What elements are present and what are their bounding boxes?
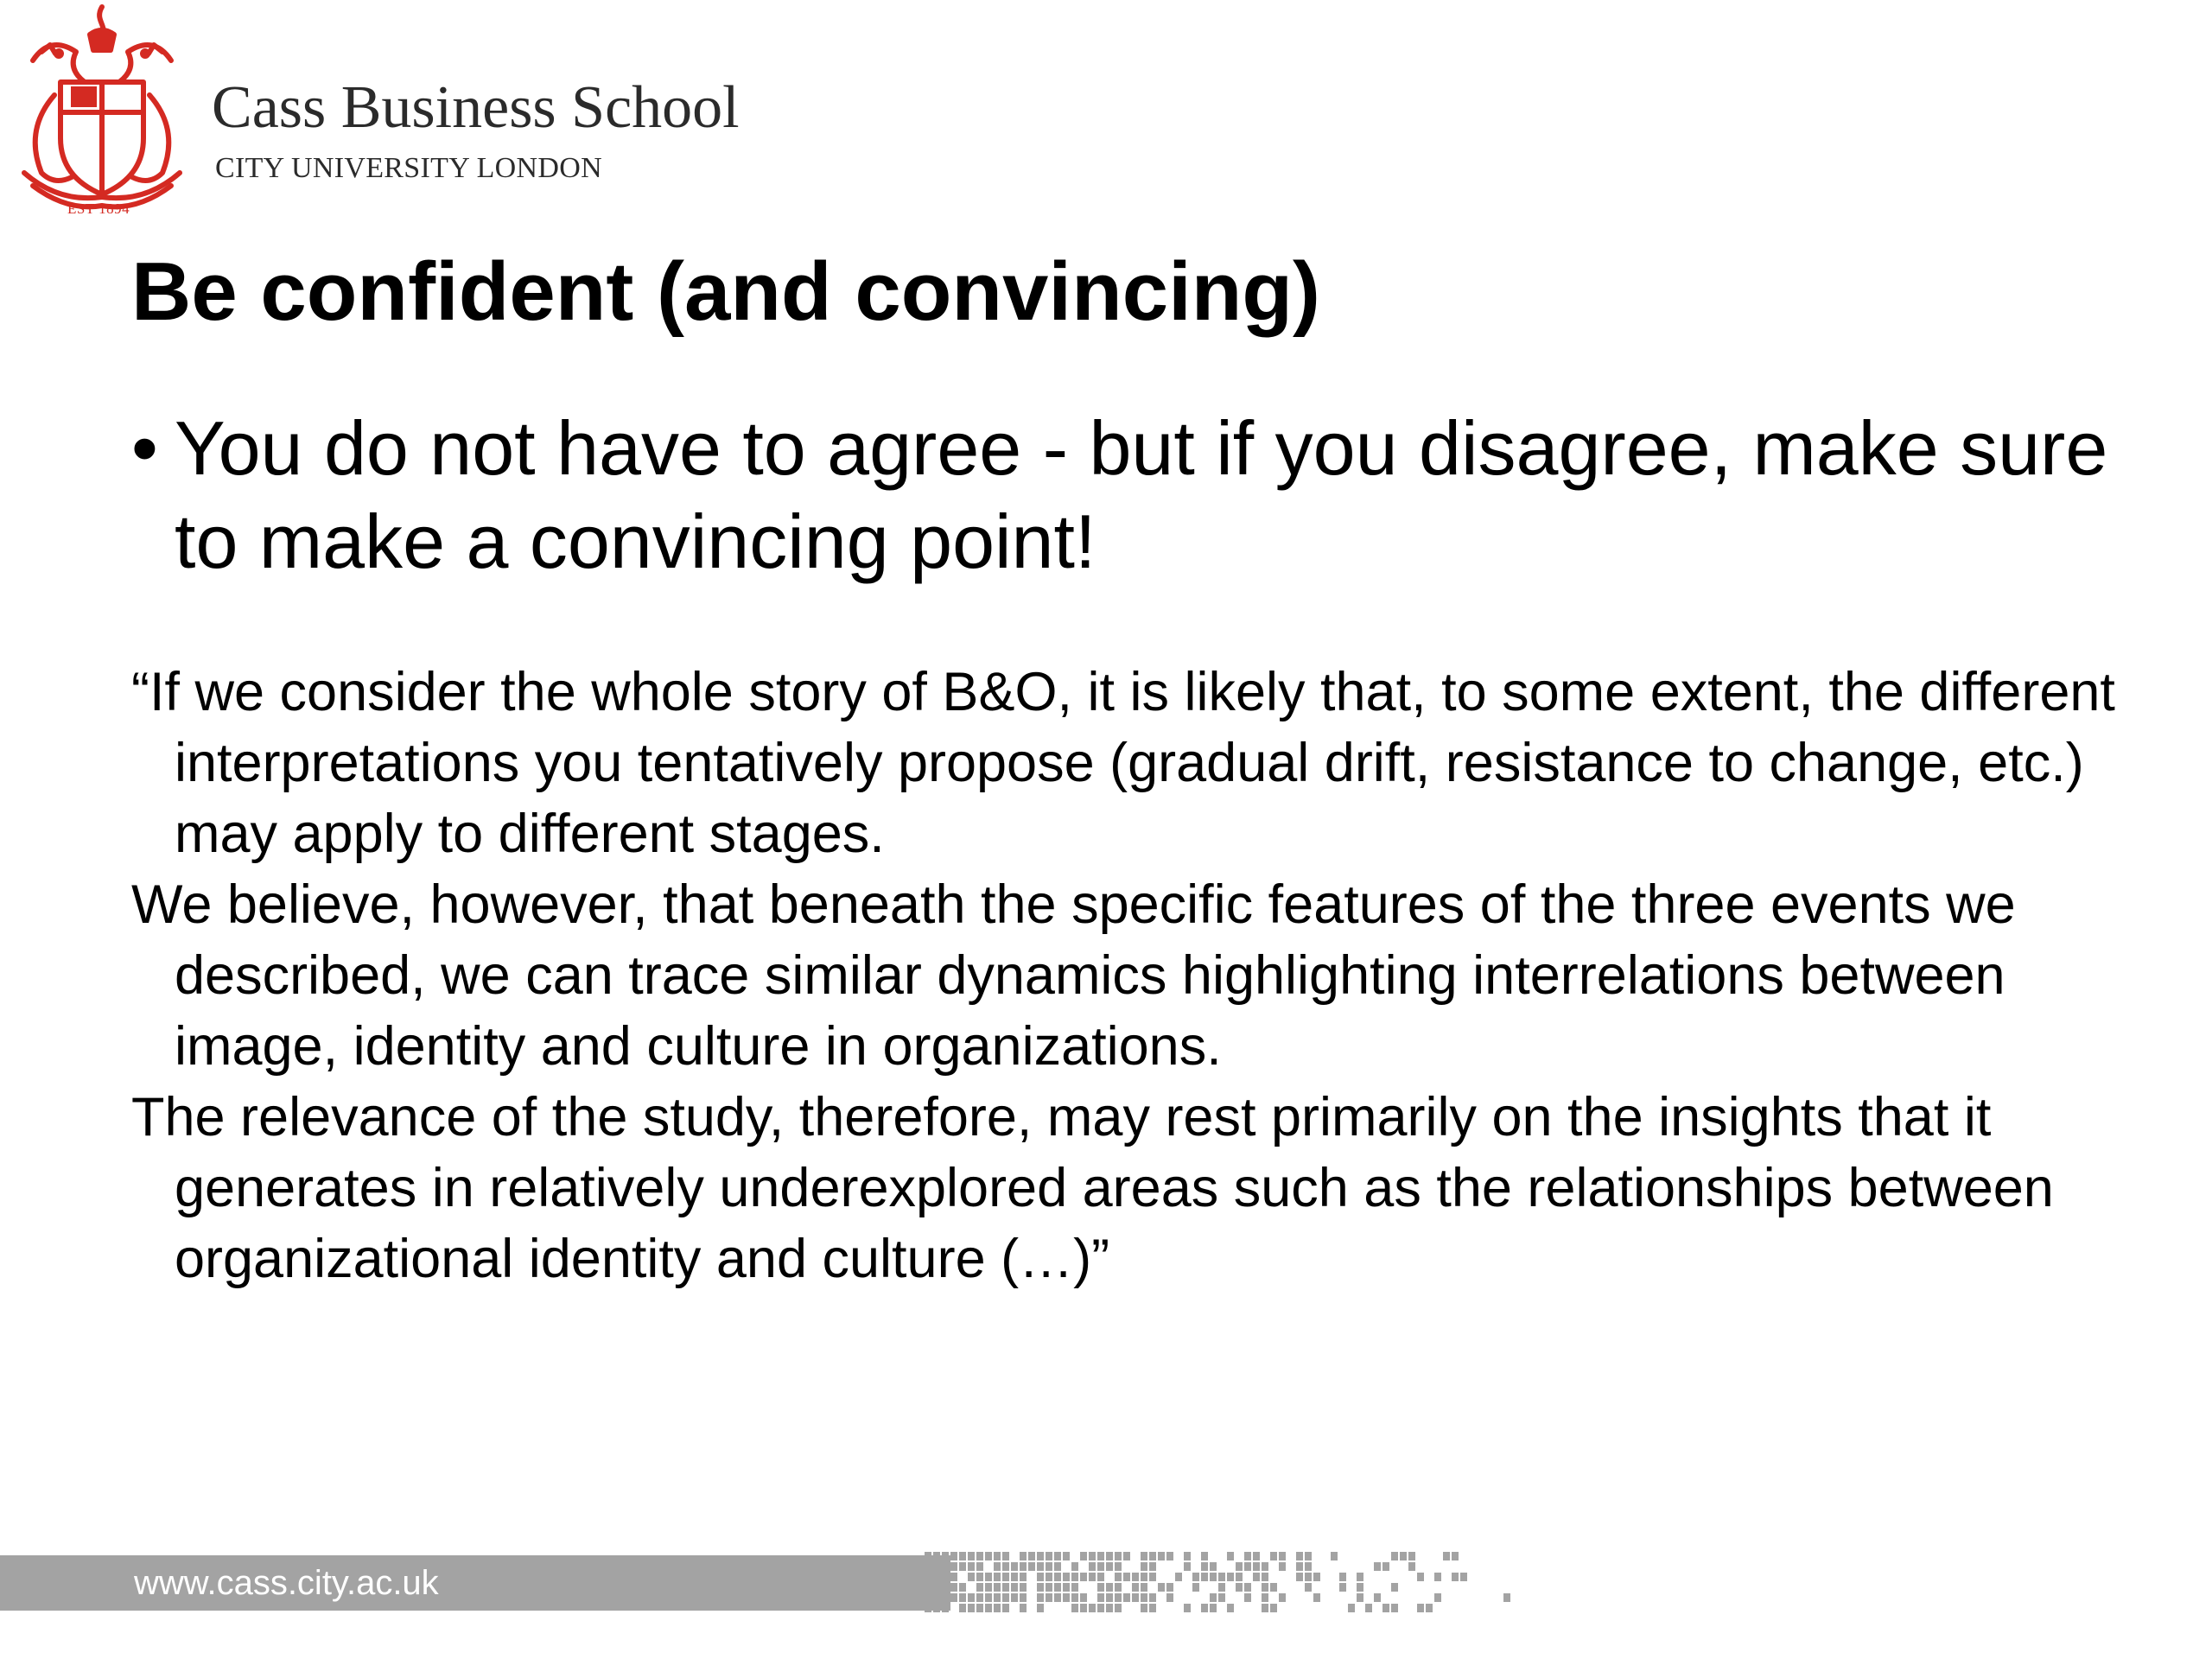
pattern-pixel (1158, 1552, 1165, 1560)
university-name: CITY UNIVERSITY LONDON (215, 152, 602, 184)
pattern-pixel (1417, 1573, 1424, 1581)
pattern-pixel (1175, 1573, 1182, 1581)
pattern-pixel (1270, 1604, 1277, 1612)
bullet-text: You do not have to agree - but if you disagree, make sure to make a convincing point! (175, 405, 2108, 584)
pattern-pixel (959, 1552, 966, 1560)
pattern-pixel (976, 1583, 983, 1592)
pattern-pixel (942, 1573, 949, 1581)
pattern-pixel (1201, 1573, 1208, 1581)
pattern-pixel (1374, 1593, 1381, 1602)
pattern-pixel (968, 1552, 975, 1560)
pattern-pixel (942, 1583, 949, 1592)
pattern-pixel (1097, 1593, 1104, 1602)
pattern-pixel (1391, 1604, 1398, 1612)
pattern-pixel (1426, 1604, 1433, 1612)
pattern-pixel (1037, 1604, 1044, 1612)
pattern-pixel (1002, 1604, 1009, 1612)
pattern-pixel (1149, 1562, 1156, 1571)
pattern-pixel (1141, 1593, 1147, 1602)
pattern-pixel (950, 1593, 957, 1602)
pattern-pixel (1046, 1552, 1052, 1560)
pattern-pixel (942, 1562, 949, 1571)
bullet-item (131, 402, 2119, 588)
pattern-pixel (1132, 1583, 1139, 1592)
pattern-pixel (1037, 1552, 1044, 1560)
pattern-pixel (1227, 1604, 1234, 1612)
pattern-pixel (1305, 1562, 1312, 1571)
pattern-pixel (1141, 1583, 1147, 1592)
pattern-pixel (1184, 1562, 1191, 1571)
pattern-pixel (1046, 1562, 1052, 1571)
pattern-pixel (1106, 1552, 1113, 1560)
pattern-pixel (1357, 1573, 1363, 1581)
pattern-pixel (1054, 1583, 1061, 1592)
pattern-pixel (994, 1604, 1001, 1612)
pattern-pixel (1279, 1552, 1286, 1560)
pattern-pixel (933, 1573, 940, 1581)
pattern-pixel (1184, 1552, 1191, 1560)
pattern-pixel (1106, 1562, 1113, 1571)
pattern-pixel (1080, 1573, 1087, 1581)
pattern-pixel (1054, 1593, 1061, 1602)
pattern-pixel (1331, 1552, 1338, 1560)
pattern-pixel (1218, 1593, 1225, 1602)
pattern-pixel (985, 1604, 992, 1612)
pattern-pixel (933, 1552, 940, 1560)
crest-icon (7, 0, 197, 225)
footer-url: www.cass.city.ac.uk (134, 1564, 439, 1602)
pattern-pixel (1028, 1552, 1035, 1560)
pattern-pixel (1400, 1552, 1407, 1560)
pattern-pixel (1296, 1573, 1303, 1581)
pattern-pixel (968, 1573, 975, 1581)
pattern-pixel (1253, 1573, 1260, 1581)
pattern-pixel (1374, 1562, 1381, 1571)
pattern-pixel (925, 1573, 931, 1581)
pattern-pixel (925, 1593, 931, 1602)
bullet-icon: • (131, 405, 158, 491)
pattern-pixel (1348, 1604, 1355, 1612)
pattern-pixel (1149, 1593, 1156, 1602)
pattern-pixel (1305, 1552, 1312, 1560)
pattern-pixel (1296, 1562, 1303, 1571)
pattern-pixel (1244, 1552, 1251, 1560)
pattern-pixel (1391, 1552, 1398, 1560)
pattern-pixel (1244, 1562, 1251, 1571)
pattern-pixel (1097, 1573, 1104, 1581)
pattern-pixel (1141, 1604, 1147, 1612)
pattern-pixel (1158, 1583, 1165, 1592)
pattern-pixel (1037, 1583, 1044, 1592)
pattern-pixel (1106, 1593, 1113, 1602)
pattern-pixel (994, 1552, 1001, 1560)
pattern-pixel (976, 1552, 983, 1560)
pattern-pixel (1115, 1604, 1122, 1612)
school-name: Cass Business School (212, 74, 740, 141)
pattern-pixel (942, 1552, 949, 1560)
pattern-pixel (1002, 1593, 1009, 1602)
pattern-pixel (1210, 1604, 1217, 1612)
pattern-pixel (1305, 1583, 1312, 1592)
pattern-pixel (1236, 1583, 1243, 1592)
pattern-pixel (968, 1604, 975, 1612)
pattern-pixel (1080, 1604, 1087, 1612)
pattern-pixel (1063, 1593, 1070, 1602)
pattern-pixel (1020, 1593, 1027, 1602)
pattern-pixel (1503, 1593, 1510, 1602)
quote-paragraph: We believe, however, that beneath the specific features of the three events we described, we can trace similar dynamics highlighting interrelations between image, identity and culture in organizations. (131, 874, 2016, 1077)
pattern-pixel (959, 1604, 966, 1612)
pattern-pixel (1201, 1552, 1208, 1560)
pattern-pixel (1417, 1604, 1424, 1612)
pattern-pixel (1071, 1562, 1078, 1571)
pattern-pixel (1028, 1562, 1035, 1571)
pattern-pixel (1262, 1593, 1268, 1602)
quote-block (131, 657, 2119, 1294)
pattern-pixel (1141, 1573, 1147, 1581)
pattern-pixel (1106, 1604, 1113, 1612)
pattern-pixel (994, 1593, 1001, 1602)
pattern-pixel (1115, 1583, 1122, 1592)
pattern-pixel (1313, 1573, 1320, 1581)
pattern-pixel (1166, 1583, 1173, 1592)
pattern-pixel (1037, 1573, 1044, 1581)
pattern-pixel (925, 1583, 931, 1592)
pattern-pixel (1115, 1573, 1122, 1581)
pattern-pixel (933, 1583, 940, 1592)
pattern-pixel (1460, 1573, 1467, 1581)
pattern-pixel (942, 1604, 949, 1612)
pattern-pixel (1149, 1604, 1156, 1612)
pattern-pixel (1382, 1562, 1389, 1571)
pattern-pixel (1097, 1604, 1104, 1612)
pattern-pixel (1270, 1552, 1277, 1560)
pattern-pixel (1020, 1583, 1027, 1592)
pattern-pixel (1063, 1583, 1070, 1592)
pattern-pixel (1020, 1552, 1027, 1560)
pattern-pixel (1011, 1562, 1018, 1571)
pattern-pixel (1149, 1552, 1156, 1560)
pattern-pixel (968, 1593, 975, 1602)
pattern-pixel (1434, 1593, 1441, 1602)
pattern-pixel (985, 1583, 992, 1592)
pattern-pixel (1063, 1573, 1070, 1581)
pattern-pixel (994, 1583, 1001, 1592)
pattern-pixel (1279, 1593, 1286, 1602)
pattern-pixel (1054, 1573, 1061, 1581)
pattern-pixel (1262, 1562, 1268, 1571)
pattern-pixel (1227, 1573, 1234, 1581)
pattern-pixel (959, 1583, 966, 1592)
pattern-pixel (1452, 1573, 1459, 1581)
pattern-pixel (1262, 1583, 1268, 1592)
pixel-pattern-icon (925, 1552, 1529, 1614)
pattern-pixel (1244, 1583, 1251, 1592)
pattern-pixel (1253, 1552, 1260, 1560)
pattern-pixel (1080, 1593, 1087, 1602)
pattern-pixel (1097, 1583, 1104, 1592)
pattern-pixel (1210, 1573, 1217, 1581)
pattern-pixel (1357, 1593, 1363, 1602)
pattern-pixel (1305, 1573, 1312, 1581)
pattern-pixel (1089, 1573, 1096, 1581)
pattern-pixel (1071, 1604, 1078, 1612)
pattern-pixel (1218, 1583, 1225, 1592)
pattern-pixel (1002, 1583, 1009, 1592)
pattern-pixel (950, 1552, 957, 1560)
pattern-pixel (950, 1573, 957, 1581)
pattern-pixel (1123, 1552, 1130, 1560)
pattern-pixel (1115, 1593, 1122, 1602)
pattern-pixel (1192, 1573, 1199, 1581)
pattern-pixel (1262, 1604, 1268, 1612)
pattern-pixel (1046, 1593, 1052, 1602)
pattern-pixel (950, 1562, 957, 1571)
pattern-pixel (1002, 1573, 1009, 1581)
slide-title: Be confident (and convincing) (131, 245, 1321, 338)
pattern-pixel (925, 1562, 931, 1571)
pattern-pixel (1244, 1593, 1251, 1602)
pattern-pixel (1253, 1562, 1260, 1571)
logo-established: EST 1894 (67, 200, 130, 217)
pattern-pixel (1227, 1552, 1234, 1560)
pattern-pixel (1313, 1593, 1320, 1602)
pattern-pixel (1071, 1593, 1078, 1602)
pattern-pixel (1097, 1552, 1104, 1560)
pattern-pixel (1149, 1573, 1156, 1581)
pattern-pixel (1115, 1552, 1122, 1560)
pattern-pixel (959, 1562, 966, 1571)
pattern-pixel (959, 1593, 966, 1602)
pattern-pixel (985, 1552, 992, 1560)
pattern-pixel (1123, 1593, 1130, 1602)
pattern-pixel (950, 1583, 957, 1592)
pattern-pixel (994, 1562, 1001, 1571)
pattern-pixel (1141, 1562, 1147, 1571)
pattern-pixel (942, 1593, 949, 1602)
pattern-pixel (976, 1562, 983, 1571)
pattern-pixel (968, 1562, 975, 1571)
pattern-pixel (933, 1593, 940, 1602)
pattern-pixel (1270, 1583, 1277, 1592)
pattern-pixel (985, 1573, 992, 1581)
pattern-pixel (1097, 1562, 1104, 1571)
pattern-pixel (1011, 1593, 1018, 1602)
pattern-pixel (1063, 1552, 1070, 1560)
pattern-pixel (976, 1573, 983, 1581)
pattern-pixel (1236, 1573, 1243, 1581)
pattern-pixel (1046, 1583, 1052, 1592)
pattern-pixel (1002, 1552, 1009, 1560)
quote-paragraph: “If we consider the whole story of B&O, it is likely that, to some extent, the different interpretations you tentatively propose (gradual drift, resistance to change, etc.) may apply to different stages. (131, 662, 2115, 864)
pattern-pixel (925, 1552, 931, 1560)
pattern-pixel (1071, 1573, 1078, 1581)
pattern-pixel (1089, 1552, 1096, 1560)
pattern-pixel (1408, 1552, 1415, 1560)
pattern-pixel (1218, 1573, 1225, 1581)
pattern-pixel (976, 1604, 983, 1612)
pattern-pixel (1089, 1604, 1096, 1612)
pattern-pixel (1434, 1573, 1441, 1581)
pattern-pixel (1296, 1552, 1303, 1560)
pattern-pixel (1339, 1583, 1346, 1592)
pattern-pixel (1106, 1583, 1113, 1592)
pattern-pixel (1037, 1593, 1044, 1602)
pattern-pixel (1011, 1573, 1018, 1581)
pattern-pixel (1037, 1562, 1044, 1571)
pattern-pixel (933, 1604, 940, 1612)
pattern-pixel (1046, 1573, 1052, 1581)
pattern-pixel (1210, 1593, 1217, 1602)
pattern-pixel (1452, 1552, 1459, 1560)
pattern-pixel (1166, 1552, 1173, 1560)
pattern-pixel (1262, 1573, 1268, 1581)
pattern-pixel (1020, 1562, 1027, 1571)
bullet-list (131, 402, 2119, 588)
footer-pixel-pattern (925, 1552, 1529, 1614)
pattern-pixel (1020, 1604, 1027, 1612)
pattern-pixel (1054, 1562, 1061, 1571)
pattern-pixel (1365, 1604, 1372, 1612)
pattern-pixel (1002, 1562, 1009, 1571)
pattern-pixel (1184, 1604, 1191, 1612)
pattern-pixel (1236, 1562, 1243, 1571)
pattern-pixel (1201, 1604, 1208, 1612)
pattern-pixel (925, 1604, 931, 1612)
pattern-pixel (1089, 1562, 1096, 1571)
pattern-pixel (1339, 1573, 1346, 1581)
pattern-pixel (1166, 1593, 1173, 1602)
pattern-pixel (1123, 1573, 1130, 1581)
pattern-pixel (1020, 1573, 1027, 1581)
pattern-pixel (1357, 1583, 1363, 1592)
quote-paragraph: The relevance of the study, therefore, may rest primarily on the insights that it generates in relatively underexplored areas such as the relationships between organizational identity and culture (…)” (131, 1087, 2054, 1289)
cass-crest-logo (7, 0, 197, 225)
pattern-pixel (1279, 1562, 1286, 1571)
pattern-pixel (985, 1593, 992, 1602)
pattern-pixel (1080, 1552, 1087, 1560)
pattern-pixel (933, 1562, 940, 1571)
pattern-pixel (1054, 1552, 1061, 1560)
pattern-pixel (1115, 1562, 1122, 1571)
pattern-pixel (1192, 1583, 1199, 1592)
pattern-pixel (1132, 1593, 1139, 1602)
pattern-pixel (1201, 1562, 1208, 1571)
pattern-pixel (1071, 1583, 1078, 1592)
pattern-pixel (976, 1593, 983, 1602)
pattern-pixel (1141, 1552, 1147, 1560)
pattern-pixel (1391, 1583, 1398, 1592)
pattern-pixel (1132, 1573, 1139, 1581)
pattern-pixel (1443, 1552, 1450, 1560)
pattern-pixel (1408, 1562, 1415, 1571)
pattern-pixel (1210, 1562, 1217, 1571)
pattern-pixel (1382, 1604, 1389, 1612)
pattern-pixel (1011, 1583, 1018, 1592)
pattern-pixel (994, 1573, 1001, 1581)
